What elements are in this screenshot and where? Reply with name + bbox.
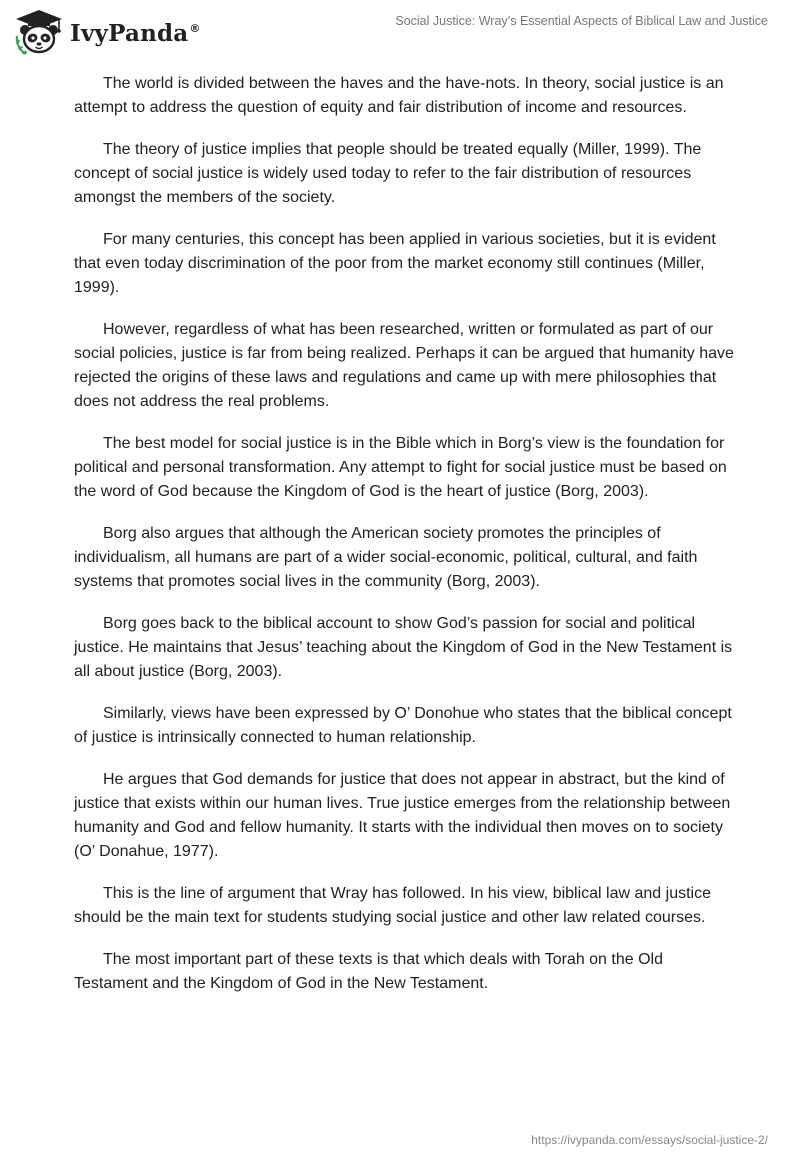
essay-body (74, 72, 734, 1014)
registered-mark: ® (189, 21, 201, 35)
paragraph: The world is divided between the haves and the have-nots. In theory, social justice is an attempt to address the question of equity and fair distribution of income and resources. (74, 75, 724, 116)
brand-logo[interactable] (14, 8, 201, 56)
paragraph: The most important part of these texts is that which deals with Torah on the Old Testament and the Kingdom of God in the New Testament. (74, 951, 663, 992)
paragraph: He argues that God demands for justice that does not appear in abstract, but the kind of justice that exists within our human lives. True justice emerges from the relationship between humanity and God and fellow humanity. It starts with the individual then moves on to society (O’ Donahue, 1977). (74, 771, 731, 860)
paragraph: For many centuries, this concept has been applied in various societies, but it is evident that even today discrimination of the poor from the market economy still continues (Miller, 1999). (74, 231, 716, 296)
page-header (0, 0, 800, 60)
paragraph: Similarly, views have been expressed by O’ Donohue who states that the biblical concept of justice is intrinsically connected to human relationship. (74, 705, 732, 746)
paragraph: However, regardless of what has been researched, written or formulated as part of our social policies, justice is far from being realized. Perhaps it can be argued that humanity have rejected the origins of these laws and regulations and came up with mere philosophies that does not address the real problems. (74, 321, 734, 410)
paragraph: This is the line of argument that Wray has followed. In his view, biblical law and justice should be the main text for students studying social justice and other law related courses. (74, 885, 711, 926)
graduate-panda-icon (14, 8, 64, 56)
document-title: Social Justice: Wray’s Essential Aspects of Biblical Law and Justice (395, 14, 768, 28)
paragraph: The best model for social justice is in the Bible which in Borg’s view is the foundation for political and personal transformation. Any attempt to fight for social justice must be based on the word of God because the Kingdom of God is the heart of justice (Borg, 2003). (74, 435, 727, 500)
brand-name: IvyPanda® (70, 19, 201, 47)
paragraph: Borg also argues that although the American society promotes the principles of individualism, all humans are part of a wider social-economic, political, cultural, and faith systems that promotes social lives in the community (Borg, 2003). (74, 525, 698, 590)
paragraph: Borg goes back to the biblical account to show God’s passion for social and political justice. He maintains that Jesus’ teaching about the Kingdom of God in the New Testament is all about justice (Borg, 2003). (74, 615, 733, 680)
paragraph: The theory of justice implies that people should be treated equally (Miller, 1999). The concept of social justice is widely used today to refer to the fair distribution of resources amongst the members of the society. (74, 141, 702, 206)
source-url[interactable]: https://ivypanda.com/essays/social-justice-2/ (531, 1133, 768, 1147)
